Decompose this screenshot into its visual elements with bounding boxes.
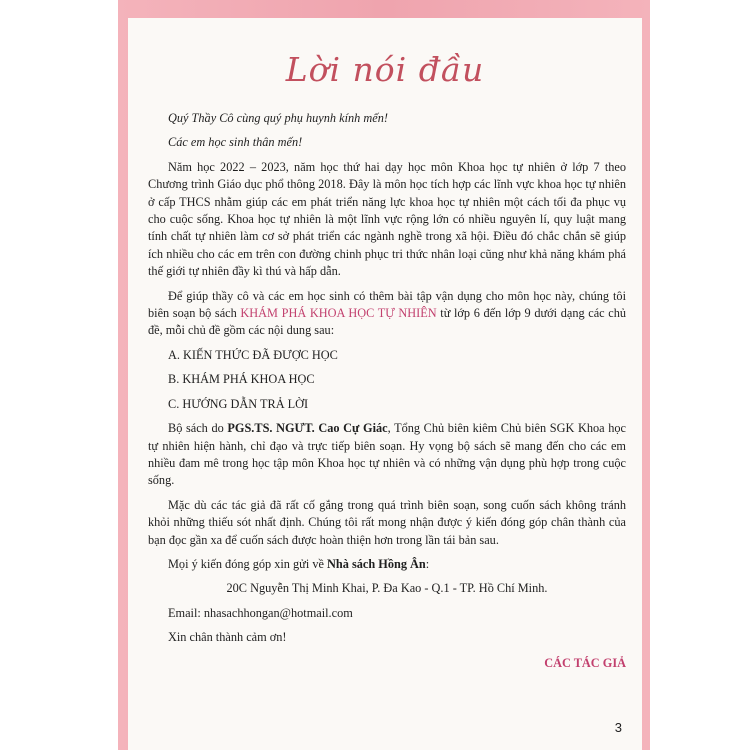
contact-line [148, 556, 626, 573]
contact-after: : [425, 556, 430, 571]
para3-after: , Tổng Chủ biên kiêm Chủ biên SGK Khoa học tự nhiên hiện hành, chỉ đạo và trực tiếp biên soạn. Hy vọng bộ sách sẽ mang đến cho các em nhiều đam mê trong học tập môn Khoa học tự nhiên và có những vận dụng phù hợp trong cuộc sống. [148, 421, 626, 488]
para2-before: Để giúp thầy cô và các em học sinh có thêm bài tập vận dụng cho môn học này, chúng tôi biên soạn bộ sách [148, 288, 626, 321]
preface-body [148, 110, 626, 679]
publisher-name: Nhà sách Hồng Ân [327, 556, 426, 571]
list-item-b: B. KHÁM PHÁ KHOA HỌC [168, 372, 315, 387]
contact-email: Email: nhasachhongan@hotmail.com [168, 605, 353, 620]
list-item-c: C. HƯỚNG DẪN TRẢ LỜI [168, 396, 309, 411]
book-page [128, 18, 642, 750]
greeting-students: Các em học sinh thân mến! [168, 135, 303, 150]
list-item-a: A. KIẾN THỨC ĐÃ ĐƯỢC HỌC [168, 347, 338, 362]
book-series-title: KHÁM PHÁ KHOA HỌC TỰ NHIÊN [240, 306, 437, 321]
para2-after: từ lớp 6 đến lớp 9 dưới dạng các chủ đề, mỗi chủ đề gồm các nội dung sau: [148, 306, 627, 338]
paragraph-author [148, 420, 626, 490]
page-number: 3 [614, 720, 622, 735]
thanks-line: Xin chân thành cảm ơn! [168, 630, 287, 645]
signature: CÁC TÁC GIẢ [544, 655, 626, 670]
publisher-address: 20C Nguyễn Thị Minh Khai, P. Đa Kao - Q.1 - TP. Hồ Chí Minh. [226, 581, 548, 596]
para3-before: Bộ sách do [168, 421, 228, 436]
page-title: Lời nói đầu [285, 50, 485, 89]
contact-before: Mọi ý kiến đóng góp xin gửi về [168, 556, 328, 571]
chief-author-name: PGS.TS. NGƯT. Cao Cự Giác [227, 421, 388, 436]
paragraph-book-series [148, 288, 626, 340]
greeting-teachers-parents: Quý Thầy Cô cùng quý phụ huynh kính mến! [168, 111, 388, 125]
paragraph-feedback: Mặc dù các tác giả đã rất cố gắng trong quá trình biên soạn, song cuốn sách không tránh khỏi những thiếu sót nhất định. Chúng tôi rất mong nhận được ý kiến đóng góp chân thành của bạn đọc gần xa để cuốn sách được hoàn thiện hơn trong lần tái bản sau. [148, 497, 626, 547]
paragraph-intro: Năm học 2022 – 2023, năm học thứ hai dạy học môn Khoa học tự nhiên ở lớp 7 theo Chương trình Giáo dục phổ thông 2018. Đây là môn học tích hợp các lĩnh vực khoa học tự nhiên ở cấp THCS nhằm giúp các em phát triển năng lực khoa học tự nhiên một cách tối đa phục vụ cho cuộc sống. Khoa học tự nhiên là một lĩnh vực rộng lớn có nhiều nguyên lí, quy luật mang tính chất tự nhiên làm cơ sở phát triển các ngành nghề trong xã hội. Điều đó chắc chắn sẽ giúp ích nhiều cho các em trên con đường chinh phục tri thức nhân loại cũng như khả năng khám phá thế giới tự nhiên đầy kì thú và hấp dẫn. [148, 159, 626, 279]
